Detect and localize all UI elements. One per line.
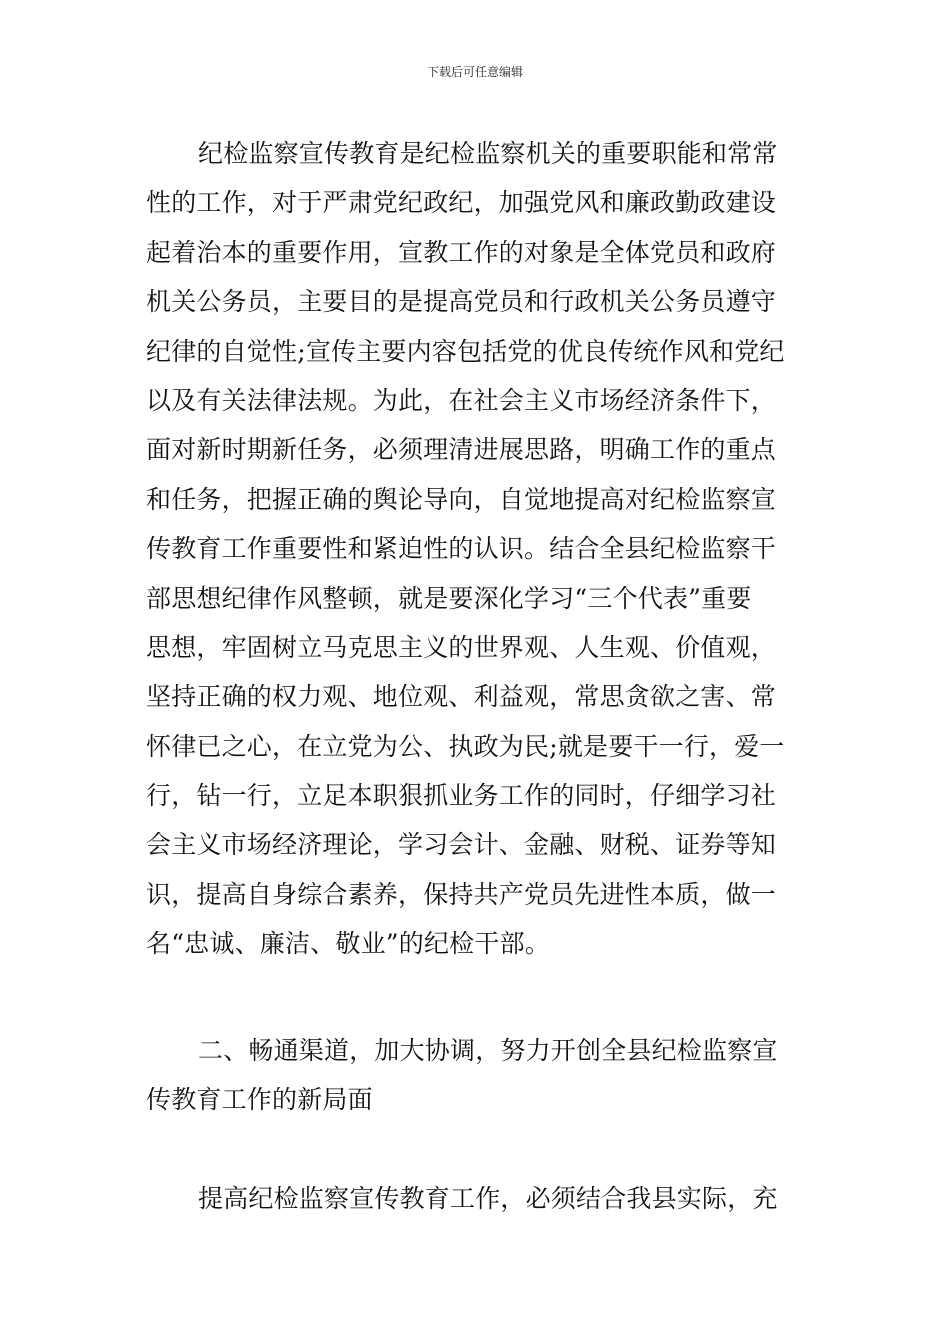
text-line: 和任务，把握正确的舆论导向，自觉地提高对纪检监察宣 bbox=[146, 484, 777, 514]
page-header: 下载后可任意编辑 bbox=[426, 65, 523, 79]
text-line: 部思想纪律作风整顿，就是要深化学习“三个代表”重要 bbox=[146, 583, 752, 613]
text-line: 纪检监察宣传教育是纪检监察机关的重要职能和常常 bbox=[198, 139, 778, 168]
text-line: 行，钻一行，立足本职狠抓业务工作的同时，仔细学习社 bbox=[146, 781, 777, 811]
section-heading-2 bbox=[146, 1026, 808, 1125]
text-line: 坚持正确的权力观、地位观、利益观，常思贪欲之害、常 bbox=[146, 682, 777, 712]
text-line: 思想，牢固树立马克思主义的世界观、人生观、价值观， bbox=[146, 632, 777, 662]
text-line: 名“忠诚、廉洁、敬业”的纪检干部。 bbox=[146, 929, 550, 959]
text-line: 怀律已之心，在立党为公、执政为民;就是要干一行，爱一 bbox=[146, 731, 785, 761]
heading-line: 二、畅通渠道，加大协调，努力开创全县纪检监察宣 bbox=[198, 1036, 778, 1065]
paragraph-3 bbox=[146, 1174, 808, 1223]
text-line: 性的工作，对于严肃党纪政纪，加强党风和廉政勤政建设 bbox=[146, 188, 777, 218]
text-line: 机关公务员，主要目的是提高党员和行政机关公务员遵守 bbox=[146, 287, 777, 317]
paragraph-1 bbox=[146, 129, 808, 969]
text-line: 传教育工作重要性和紧迫性的认识。结合全县纪检监察干 bbox=[146, 534, 777, 564]
text-line: 提高纪检监察宣传教育工作，必须结合我县实际，充 bbox=[198, 1184, 778, 1213]
text-line: 会主义市场经济理论，学习会计、金融、财税、证券等知 bbox=[146, 830, 777, 860]
text-line: 识，提高自身综合素养，保持共产党员先进性本质，做一 bbox=[146, 879, 777, 909]
text-line: 纪律的自觉性;宣传主要内容包括党的优良传统作风和党纪 bbox=[146, 336, 785, 366]
heading-line: 传教育工作的新局面 bbox=[146, 1085, 373, 1115]
text-line: 起着治本的重要作用，宣教工作的对象是全体党员和政府 bbox=[146, 237, 777, 267]
text-line: 面对新时期新任务，必须理清进展思路，明确工作的重点 bbox=[146, 435, 777, 465]
text-line: 以及有关法律法规。为此，在社会主义市场经济条件下， bbox=[146, 385, 777, 415]
